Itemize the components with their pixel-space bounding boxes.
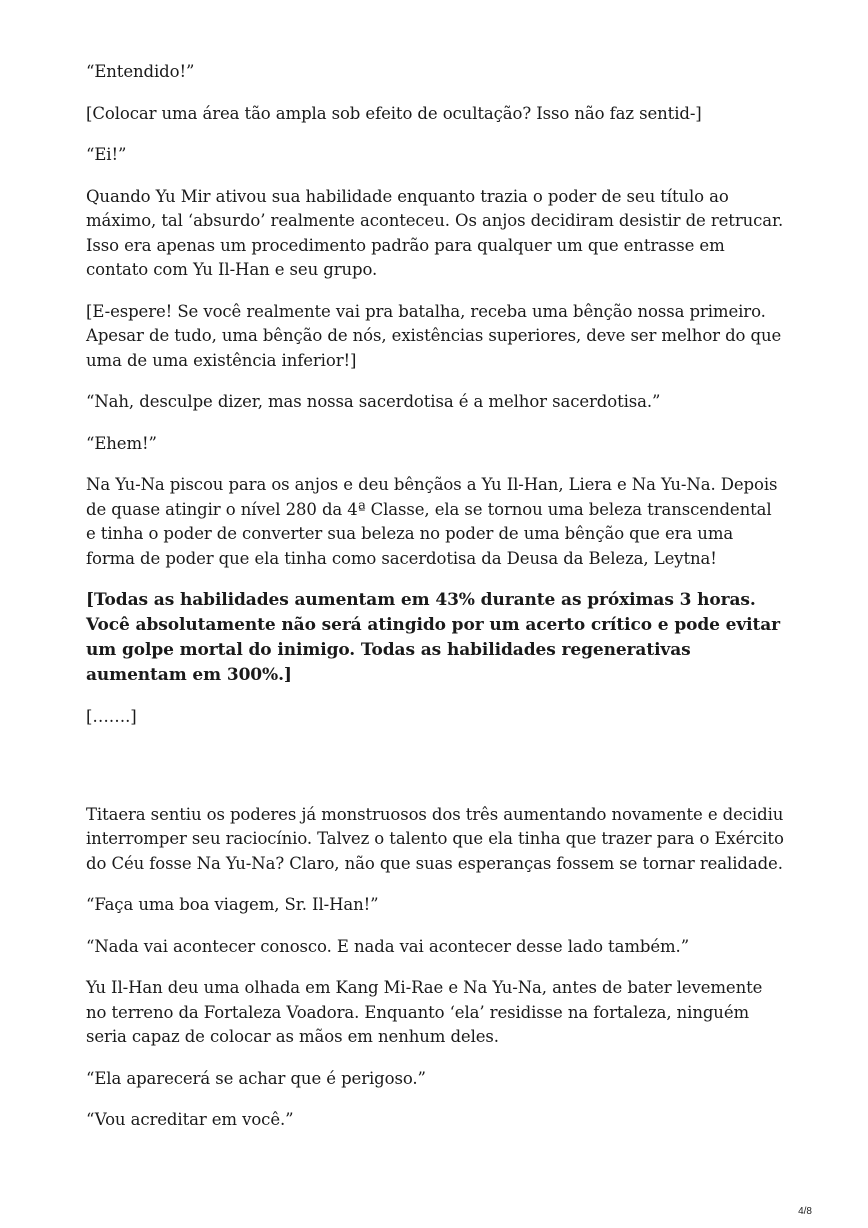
paragraph-7: “Ehem!” — [86, 433, 157, 453]
page-number: 4/8 — [798, 1206, 812, 1217]
paragraph-12: “Faça uma boa viagem, Sr. Il-Han!” — [86, 895, 379, 914]
paragraph-2: [Colocar uma área tão ampla sob efeito de ocultação? Isso não faz sentid-] — [86, 103, 702, 123]
system-message-bold: [Todas as habilidades aumentam em 43% durante as próximas 3 horas. Você absolutamente não será atingido por um acerto crítico e pode evitar um golpe mortal do inimigo. Todas as habilidades regenerativas aumentam em 300%.] — [86, 590, 781, 685]
paragraph-5: [E-espere! Se você realmente vai pra batalha, receba uma bênção nossa primeiro. Apesar de tudo, uma bênção de nós, existências superiores, deve ser melhor do que uma de uma existência inferior!] — [86, 301, 782, 370]
document-body — [86, 60, 786, 1150]
section-break — [86, 747, 786, 803]
paragraph-15: “Ela aparecerá se achar que é perigoso.” — [86, 1068, 426, 1088]
paragraph-6: “Nah, desculpe dizer, mas nossa sacerdotisa é a melhor sacerdotisa.” — [86, 392, 661, 411]
paragraph-10: […….] — [86, 707, 137, 726]
paragraph-13: “Nada vai acontecer conosco. E nada vai acontecer desse lado também.” — [86, 936, 690, 956]
paragraph-4: Quando Yu Mir ativou sua habilidade enquanto trazia o poder de seu título ao máximo, tal ‘absurdo’ realmente aconteceu. Os anjos decidiram desistir de retrucar. Isso era apenas um procedimento padrão para qualquer um que entrasse em contato com Yu Il-Han e seu grupo. — [86, 186, 784, 279]
paragraph-11: Titaera sentiu os poderes já monstruosos dos três aumentando novamente e decidiu interromper seu raciocínio. Talvez o talento que ela tinha que trazer para o Exército do Céu fosse Na Yu-Na? Claro, não que suas esperanças fossem se tornar realidade. — [86, 804, 784, 873]
paragraph-8: Na Yu-Na piscou para os anjos e deu bênçãos a Yu Il-Han, Liera e Na Yu-Na. Depois de quase atingir o nível 280 da 4ª Classe, ela se tornou uma beleza transcendental e tinha o poder de converter sua beleza no poder de uma bênção que era uma forma de poder que ela tinha como sacerdotisa da Deusa da Beleza, Leytna! — [86, 475, 778, 568]
paragraph-3: “Ei!” — [86, 145, 127, 164]
paragraph-14: Yu Il-Han deu uma olhada em Kang Mi-Rae e Na Yu-Na, antes de bater levemente no terreno da Fortaleza Voadora. Enquanto ‘ela’ residisse na fortaleza, ninguém seria capaz de colocar as mãos em nenhum deles. — [86, 978, 763, 1046]
paragraph-16: “Vou acreditar em você.” — [86, 1110, 294, 1129]
paragraph-1: “Entendido!” — [86, 62, 195, 81]
